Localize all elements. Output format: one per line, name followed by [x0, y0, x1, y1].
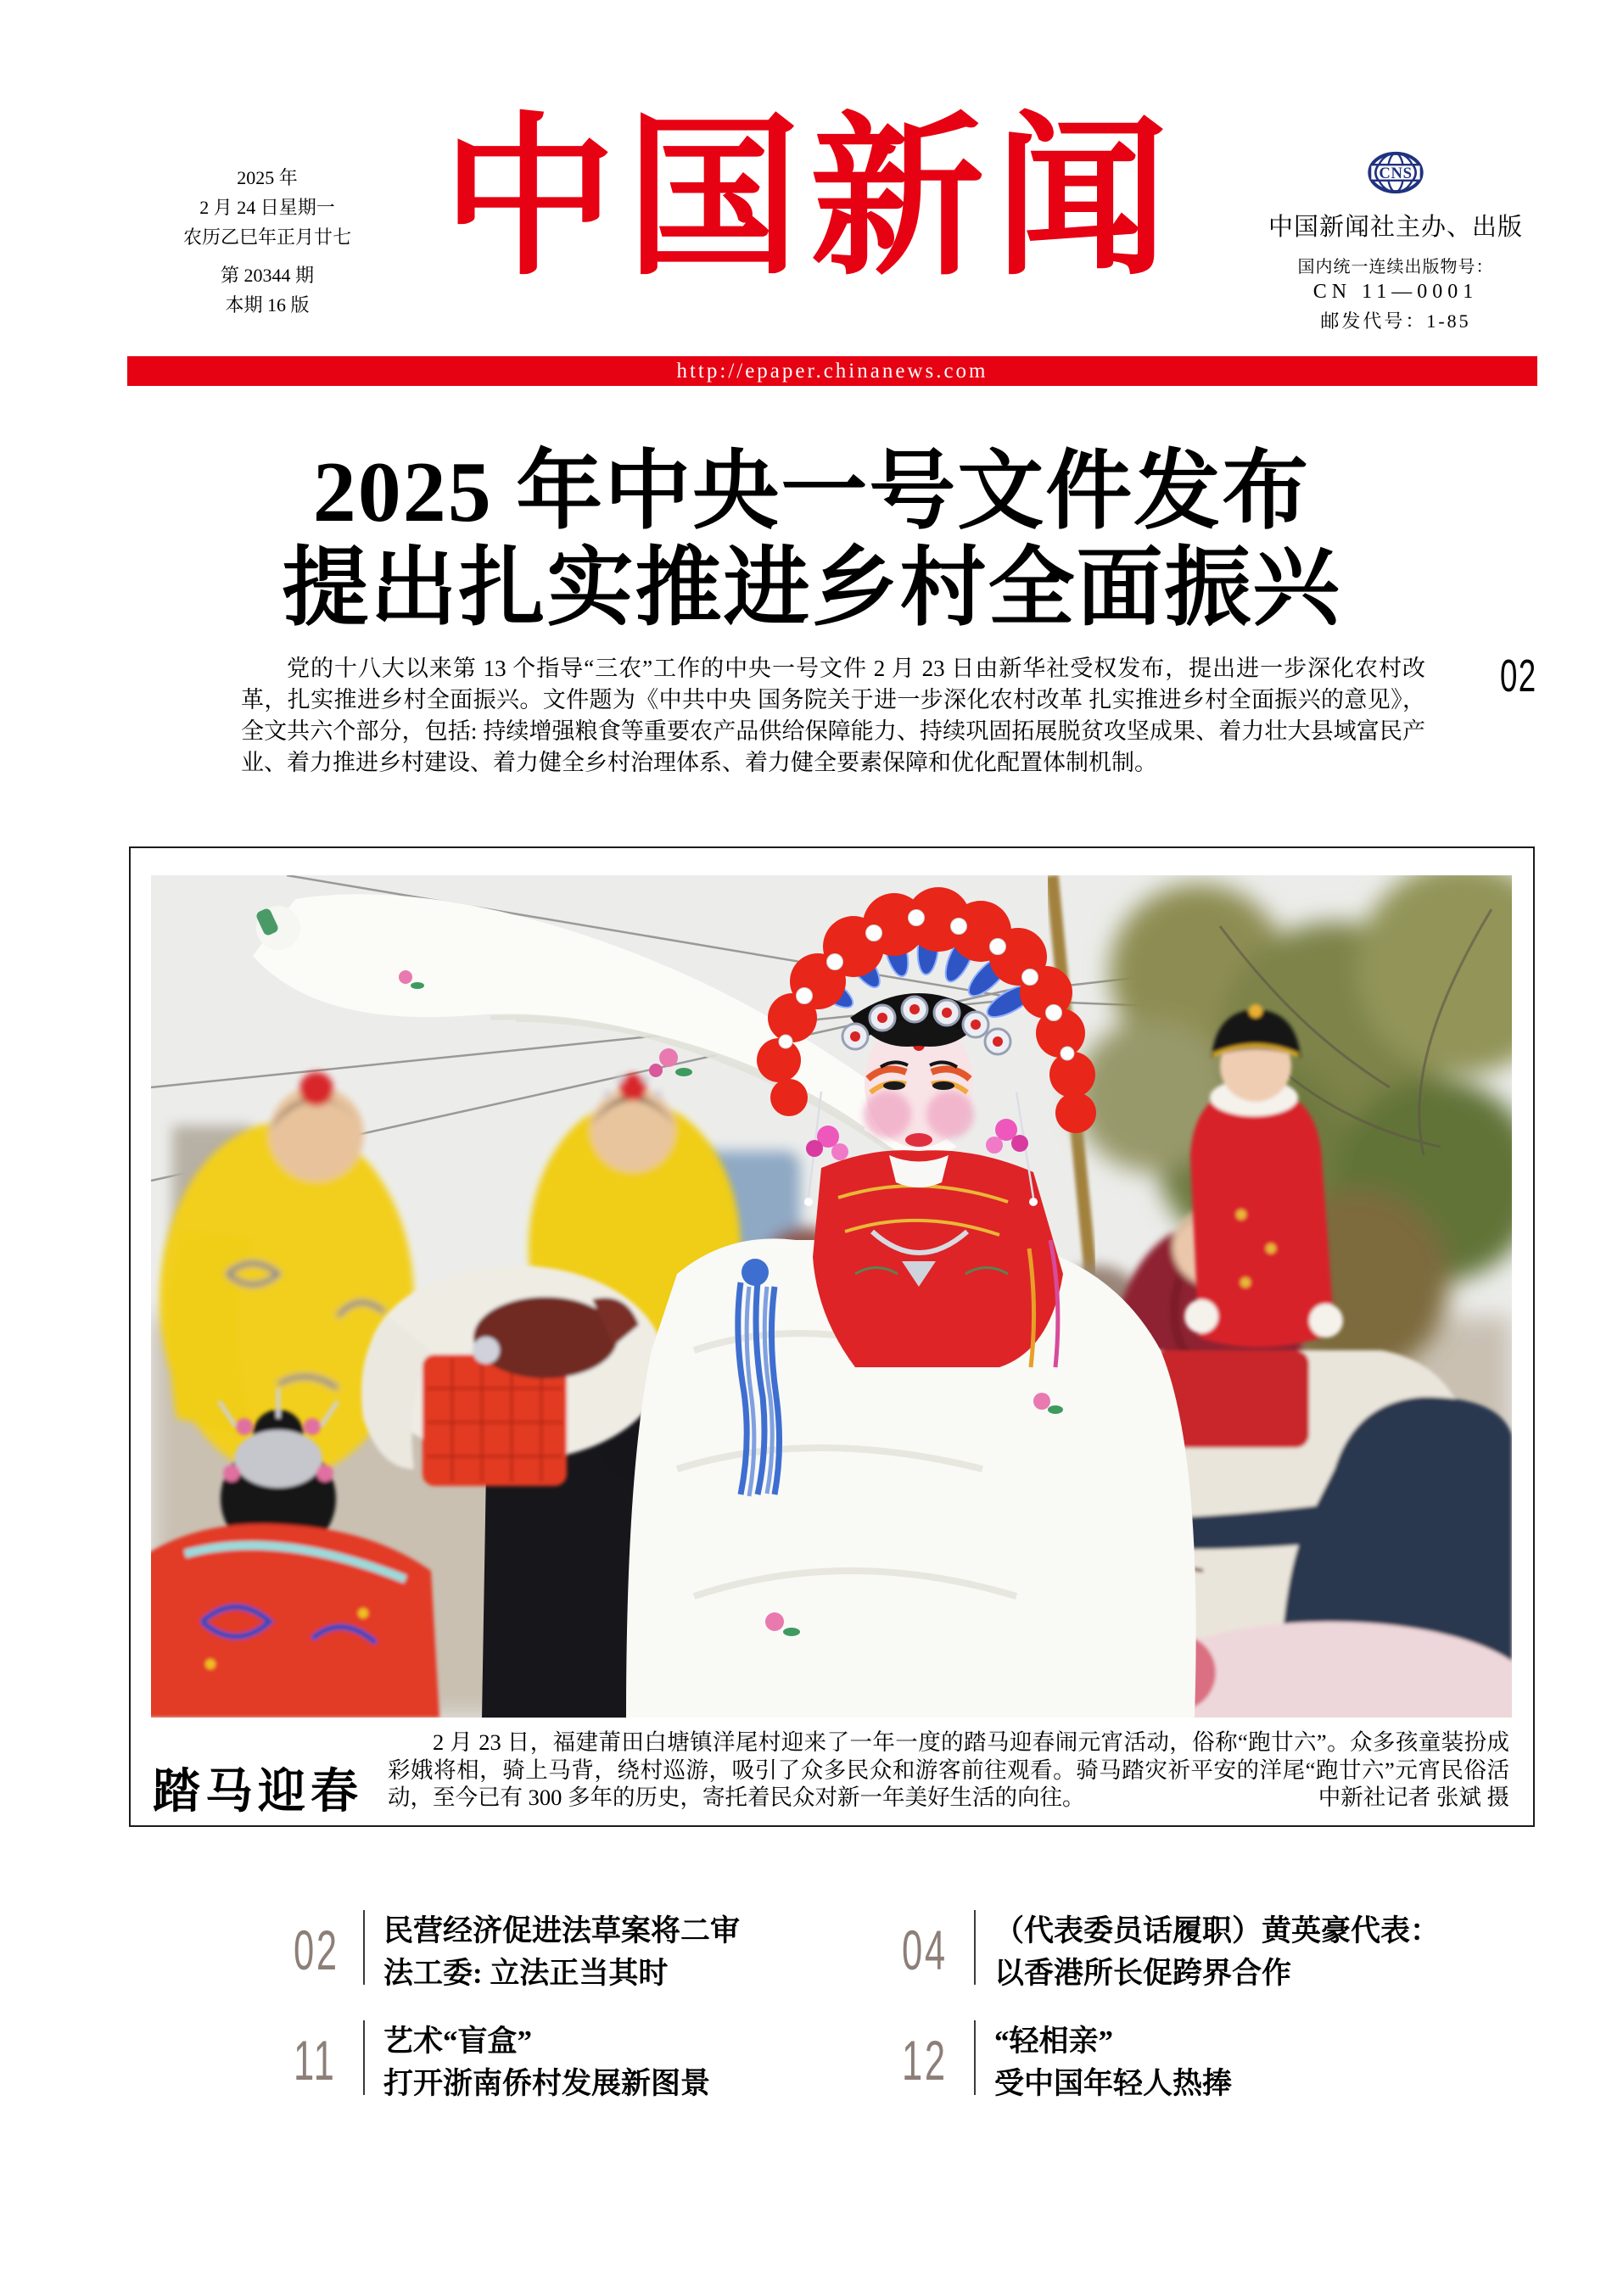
index-page-number[interactable]: 04	[902, 1919, 948, 1981]
index-headline[interactable]: “轻相亲” 受中国年轻人热捧	[994, 2025, 1233, 2100]
issue-pages: 本期 16 版	[225, 294, 310, 316]
index-divider	[974, 1910, 976, 1985]
index-divider	[363, 1910, 365, 1985]
date-line-day: 2 月 24 日星期一	[199, 197, 335, 218]
festival-photo	[151, 875, 1512, 1718]
photo-caption-text: 2 月 23 日，福建莆田白塘镇洋尾村迎来了一年一度的踏马迎春闹元宵活动，俗称“跑廿六”。众多孩童装扮成彩娥将相，骑上马背，绕村巡游，吸引了众多民众和游客前往观看。骑马踏灾祈平安的洋尾“跑廿六”元宵民俗活动，至今已有 300 多年的历史，寄托着民众对新一年美好生活的向往。	[388, 1729, 1509, 1810]
date-line-lunar: 农历乙巳年正月廿七	[182, 226, 351, 248]
postal-code: 邮发代号：1-85	[1320, 310, 1471, 332]
issn-value: CN 11—0001	[1312, 281, 1479, 303]
lead-body: 党的十八大以来第 13 个指导“三农”工作的中央一号文件 2 月 23 日由新华社受权发布，提出进一步深化农村改革，扎实推进乡村全面振兴。文件题为《中共中央 国务院关于进一步深化农村改革 扎实推进乡村全面振兴的意见》，全文共六个部分，包括: 持续增强粮食等重要农产品供给保障能力、持续巩固拓展脱贫攻坚成果、着力壮大县域富民产业、着力推进乡村建设、着力健全乡村治理体系、着力健全要素保障和优化配置体制机制。	[241, 656, 1425, 775]
photo-caption	[388, 1729, 1509, 1812]
lead-jump-page[interactable]: 02	[1500, 651, 1537, 701]
publisher-block	[1247, 144, 1544, 333]
masthead-title: 中国新闻	[442, 103, 1178, 296]
publisher-org-line: 中国新闻社主办、出版	[1268, 214, 1523, 241]
photo-title: 踏马迎春	[153, 1764, 363, 1818]
index-page-number[interactable]: 02	[294, 1919, 339, 1981]
index-headline[interactable]: 艺术“盲盒” 打开浙南侨村发展新图景	[383, 2025, 711, 2100]
photo-box	[129, 846, 1535, 1827]
epaper-url[interactable]: http://epaper.chinanews.com	[676, 360, 988, 383]
cns-globe-logo	[1353, 144, 1438, 201]
cns-logo-text: CNS	[1379, 165, 1413, 183]
issn-label: 国内统一连续出版物号：	[1297, 258, 1494, 277]
index-headline[interactable]: 民营经济促进法草案将二审 法工委: 立法正当其时	[383, 1914, 741, 1990]
photo-credit: 中新社记者 张斌 摄	[1318, 1785, 1509, 1810]
index-headline[interactable]: （代表委员话履职）黄英豪代表： 以香港所长促跨界合作	[994, 1914, 1441, 1990]
index-divider	[363, 2020, 365, 2095]
lead-headline	[0, 444, 1623, 638]
index-page-number[interactable]: 12	[902, 2029, 948, 2092]
index-page-number[interactable]: 11	[294, 2029, 337, 2092]
date-line-year: 2025 年	[237, 167, 298, 188]
epaper-url-bar[interactable]	[127, 356, 1537, 386]
issue-number: 第 20344 期	[220, 265, 314, 286]
index-divider	[974, 2020, 976, 2095]
headline-line-1: 2025 年中央一号文件发布	[312, 444, 1311, 540]
headline-line-2: 提出扎实推进乡村全面振兴	[282, 541, 1341, 637]
